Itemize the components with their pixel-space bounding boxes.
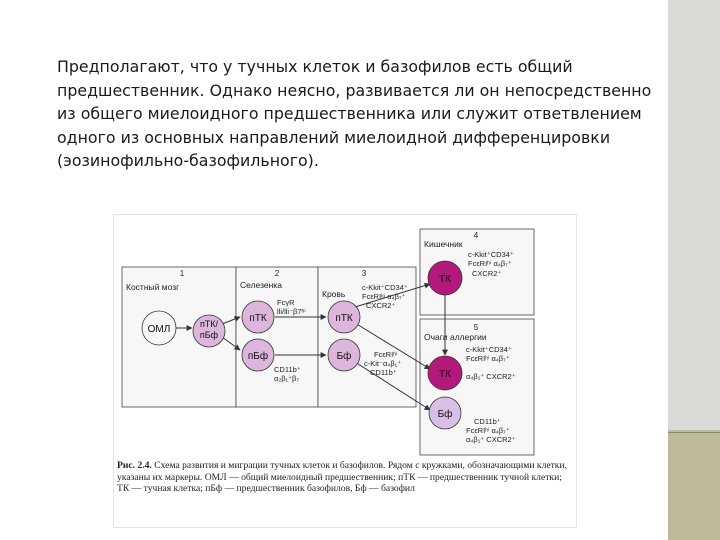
marker-blood-bf-1: FcεRIʰⁱ	[374, 350, 398, 359]
marker-allergy-bf-3: α₄β₁⁺ CXCR2⁺	[466, 435, 516, 444]
panel-label-blood: Кровь	[322, 289, 346, 299]
cell-label-blood-ptk: пТК	[335, 313, 353, 324]
marker-intestine-2: FcεRIʰⁱ α₄β₇⁺	[468, 259, 512, 268]
cell-label-ptk-pbf-2: пБф	[199, 330, 219, 340]
panel-number-4: 4	[473, 231, 479, 240]
panel-label-spleen: Селезенка	[240, 280, 282, 290]
marker-intestine-1: c-Kkit⁺CD34⁺	[468, 250, 514, 259]
cell-label-blood-bf: Бф	[336, 351, 352, 362]
cell-label-allergy-tk: ТК	[439, 369, 451, 380]
cell-label-ptk-pbf-1: пТК/	[199, 319, 219, 329]
panel-label-intestine: Кишечник	[424, 239, 463, 249]
side-decoration-line	[668, 432, 720, 433]
marker-allergy-bf-2: FcεRIʰⁱ α₄β₇⁺	[466, 426, 510, 435]
panel-label-allergy: Очаги аллергии	[424, 332, 487, 342]
cell-label-spleen-pbf: пБф	[247, 351, 269, 362]
marker-allergy-bf-1: CD11b⁺	[474, 417, 501, 426]
panel-number-5: 5	[473, 323, 479, 332]
marker-blood-ptk-3: CXCR2⁺	[366, 301, 396, 310]
panel-number-1: 1	[179, 269, 185, 278]
cell-label-intestine-tk: ТК	[439, 274, 451, 285]
slide-paragraph: Предполагают, что у тучных клеток и базофилов есть общий предшественник. Однако неясно, развивается ли он непосредственно из общего миелоидного предшественника или служит ответвлением одного из основных направлений миелоидной дифференцировки (эозинофильно-базофильного).	[57, 57, 652, 171]
cell-label-spleen-ptk: пТК	[249, 313, 267, 324]
marker-blood-ptk-2: FcεRIˡᵒ α₄β₇⁺	[362, 292, 406, 301]
marker-allergy-tk-1: c-Kkit⁺CD34⁺	[466, 345, 512, 354]
figure-cell-migration-scheme	[113, 214, 577, 528]
panel-number-2: 2	[274, 269, 280, 278]
marker-intestine-3: CXCR2⁺	[472, 269, 502, 278]
figure-caption-lead: Рис. 2.4.	[117, 460, 152, 471]
marker-allergy-tk-3: α₄β₁⁺ CXCR2⁺	[466, 372, 516, 381]
marker-allergy-tk-2: FcεRIʰⁱ α₄β₇⁺	[466, 354, 510, 363]
diagram-svg	[114, 215, 576, 460]
side-decoration-accent	[668, 430, 720, 540]
marker-spleen-pbf-2: α₂β₁⁺β₇	[274, 374, 299, 383]
marker-blood-ptk-1: c-Kkit⁺CD34⁺	[362, 283, 408, 292]
cell-label-oml: ОМЛ	[147, 324, 171, 335]
figure-caption	[117, 460, 572, 495]
cell-label-allergy-bf: Бф	[437, 409, 453, 420]
panel-number-3: 3	[361, 269, 367, 278]
marker-blood-bf-3: CD11b⁺	[370, 368, 397, 377]
panel-label-bone-marrow: Костный мозг	[126, 282, 180, 292]
marker-spleen-ptk-1: FcγR	[277, 298, 295, 307]
figure-caption-text: Схема развития и миграции тучных клеток и базофилов. Рядом с кружками, обозначающими клетки, указаны их маркеры. ОМЛ — общий миелоидный предшественник; пТК — предшественник тучной клетки; ТК — тучная клетка; пБф — предшественник базофилов, Бф — базофил	[117, 460, 568, 494]
marker-spleen-ptk-2: lli/lli⁻β7ʰⁱ	[277, 307, 306, 316]
marker-blood-bf-2: c-Kit⁻α₄β₁⁺	[364, 359, 402, 368]
marker-spleen-pbf-1: CD11b⁺	[274, 365, 301, 374]
